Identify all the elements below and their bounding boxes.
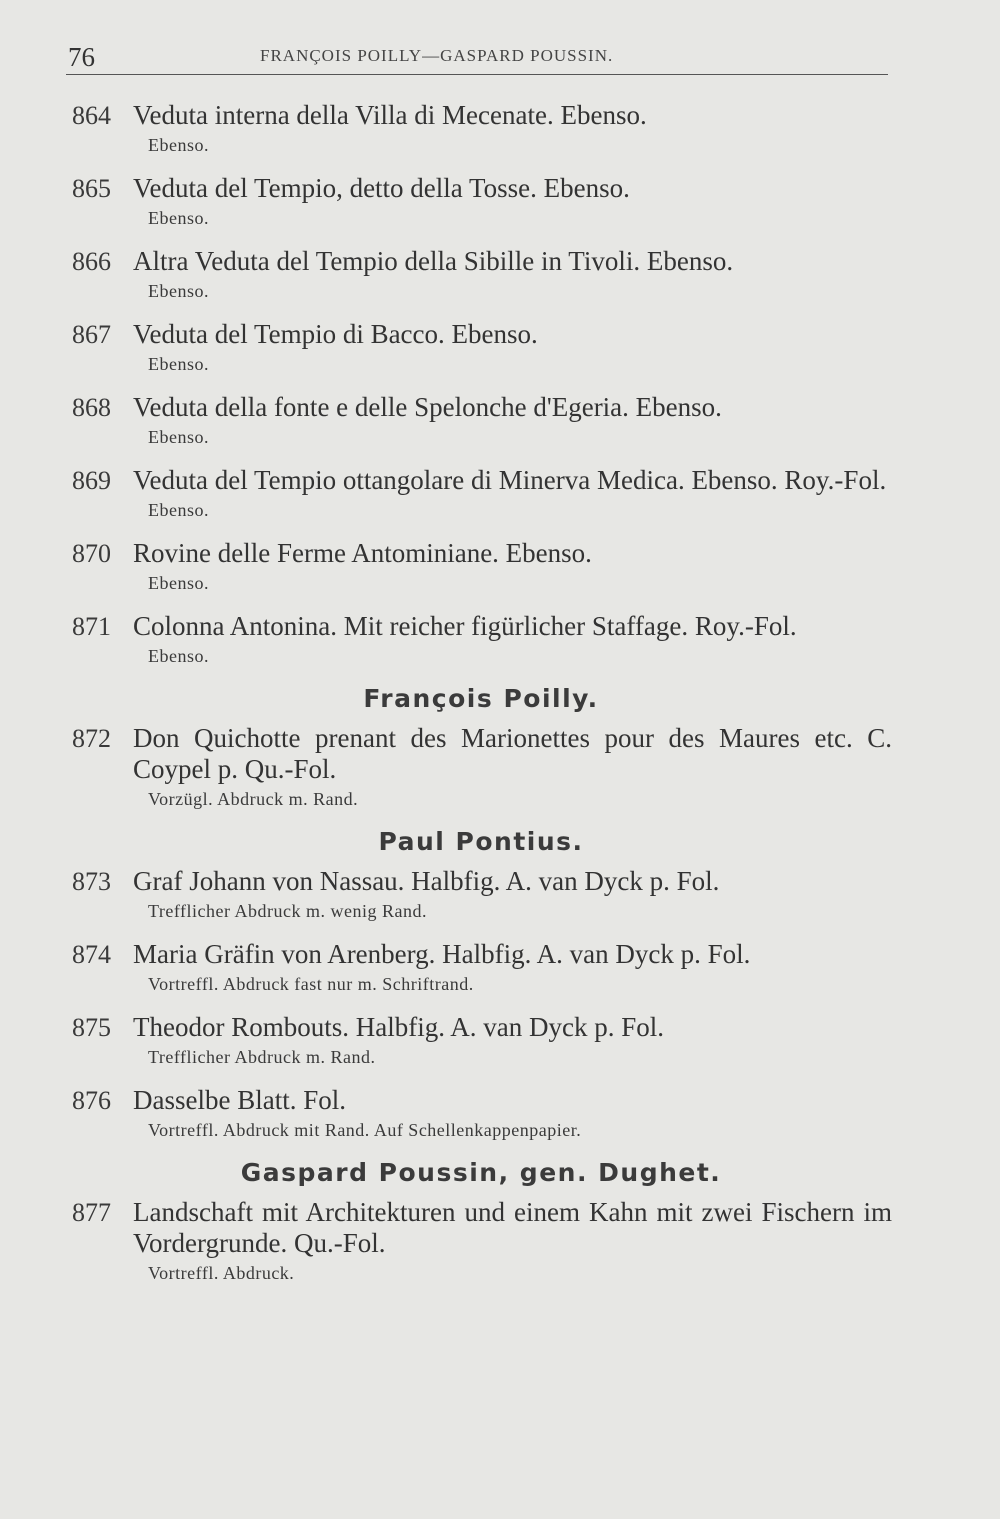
section-heading-pontius: Paul Pontius. bbox=[378, 827, 584, 856]
entry-note: Vortreffl. Abdruck mit Rand. Auf Schellenkappenpapier. bbox=[148, 1120, 582, 1140]
entry-number: 873 bbox=[72, 867, 111, 896]
entry-note: Ebenso. bbox=[148, 135, 209, 155]
entry-title: Maria Gräfin von Arenberg. Halbfig. A. van Dyck p. Fol. bbox=[133, 939, 751, 969]
entry-note: Ebenso. bbox=[148, 208, 209, 228]
entry-number: 865 bbox=[72, 174, 111, 203]
entry-note: Ebenso. bbox=[148, 573, 209, 593]
entry-number: 874 bbox=[72, 940, 111, 969]
entry-number: 864 bbox=[72, 101, 111, 130]
entry-number: 867 bbox=[72, 320, 111, 349]
entry-note: Ebenso. bbox=[148, 354, 209, 374]
catalogue-entry-869 bbox=[70, 465, 892, 524]
entry-note: Vorzügl. Abdruck m. Rand. bbox=[148, 789, 359, 809]
page-number: 76 bbox=[68, 42, 95, 72]
entry-note: Vortreffl. Abdruck fast nur m. Schriftrand. bbox=[148, 974, 474, 994]
catalogue-entry-875 bbox=[70, 1012, 892, 1071]
entry-title: Landschaft mit Architekturen und einem Kahn mit zwei Fischern im Vordergrunde. Qu.-Fol. bbox=[133, 1197, 892, 1258]
entry-number: 876 bbox=[72, 1086, 111, 1115]
section-heading-poilly: François Poilly. bbox=[363, 684, 599, 713]
catalogue-entry-877 bbox=[70, 1197, 892, 1287]
entry-title: Rovine delle Ferme Antominiane. Ebenso. bbox=[133, 538, 592, 568]
entry-title: Veduta interna della Villa di Mecenate. Ebenso. bbox=[133, 100, 647, 130]
page-header bbox=[66, 40, 888, 75]
catalogue-entry-874 bbox=[70, 939, 892, 998]
catalogue-entry-871 bbox=[70, 611, 892, 670]
entry-number: 875 bbox=[72, 1013, 111, 1042]
catalogue-entry-872 bbox=[70, 723, 892, 813]
entry-note: Ebenso. bbox=[148, 500, 209, 520]
catalogue-entry-870 bbox=[70, 538, 892, 597]
entry-title: Altra Veduta del Tempio della Sibille in Tivoli. Ebenso. bbox=[133, 246, 734, 276]
catalogue-body bbox=[70, 100, 892, 1301]
entry-title: Veduta del Tempio, detto della Tosse. Ebenso. bbox=[133, 173, 630, 203]
catalogue-entry-864 bbox=[70, 100, 892, 159]
entry-note: Vortreffl. Abdruck. bbox=[148, 1263, 295, 1283]
catalogue-entry-873 bbox=[70, 866, 892, 925]
catalogue-entry-865 bbox=[70, 173, 892, 232]
entry-note: Trefflicher Abdruck m. wenig Rand. bbox=[148, 901, 427, 921]
entry-number: 869 bbox=[72, 466, 111, 495]
catalogue-entry-876 bbox=[70, 1085, 892, 1144]
entry-title: Graf Johann von Nassau. Halbfig. A. van Dyck p. Fol. bbox=[133, 866, 720, 896]
entry-title: Veduta della fonte e delle Spelonche d'Egeria. Ebenso. bbox=[133, 392, 722, 422]
section-heading-poussin: Gaspard Poussin, gen. Dughet. bbox=[240, 1158, 722, 1187]
entry-title: Theodor Rombouts. Halbfig. A. van Dyck p. Fol. bbox=[133, 1012, 664, 1042]
entry-number: 871 bbox=[72, 612, 111, 641]
entry-note: Ebenso. bbox=[148, 281, 209, 301]
catalogue-entry-868 bbox=[70, 392, 892, 451]
entry-note: Ebenso. bbox=[148, 427, 209, 447]
catalogue-entry-866 bbox=[70, 246, 892, 305]
entry-note: Trefflicher Abdruck m. Rand. bbox=[148, 1047, 376, 1067]
entry-title: Veduta del Tempio ottangolare di Minerva Medica. Ebenso. Roy.-Fol. bbox=[133, 465, 887, 495]
entry-number: 877 bbox=[72, 1198, 111, 1227]
entry-number: 866 bbox=[72, 247, 111, 276]
entry-title: Dasselbe Blatt. Fol. bbox=[133, 1085, 346, 1115]
entry-number: 868 bbox=[72, 393, 111, 422]
catalogue-entry-867 bbox=[70, 319, 892, 378]
entry-number: 872 bbox=[72, 724, 111, 753]
running-title: FRANÇOIS POILLY—GASPARD POUSSIN. bbox=[260, 46, 614, 65]
entry-title: Veduta del Tempio di Bacco. Ebenso. bbox=[133, 319, 538, 349]
entry-title: Colonna Antonina. Mit reicher figürlicher Staffage. Roy.-Fol. bbox=[133, 611, 797, 641]
entry-note: Ebenso. bbox=[148, 646, 209, 666]
entry-number: 870 bbox=[72, 539, 111, 568]
entry-title: Don Quichotte prenant des Marionettes pour des Maures etc. C. Coypel p. Qu.-Fol. bbox=[133, 723, 892, 784]
